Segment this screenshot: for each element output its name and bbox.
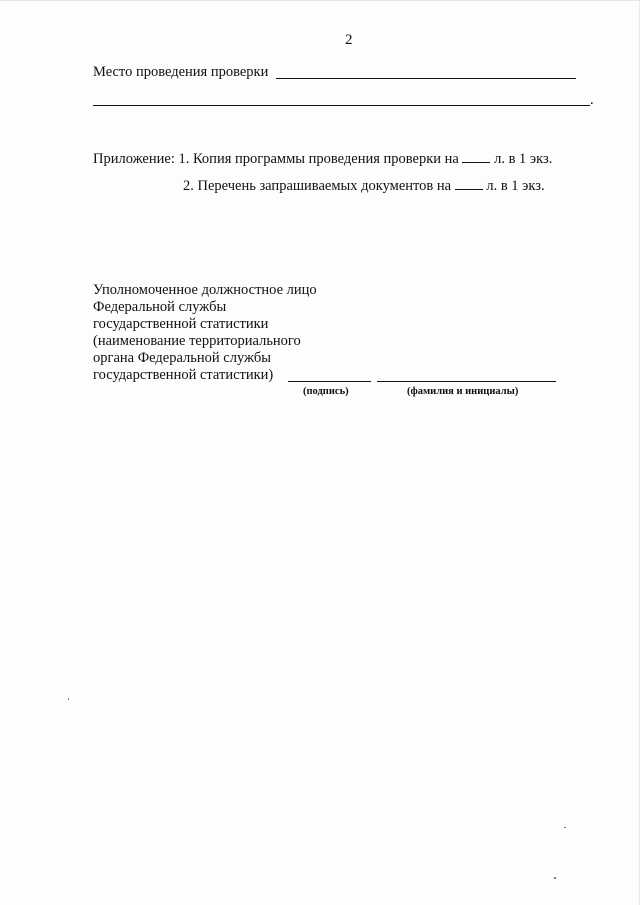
page-number: 2 [345,32,353,48]
signature-field[interactable] [288,381,371,382]
appendix-item-1-tail: л. в 1 экз. [494,151,553,167]
scan-speck [564,827,566,828]
official-line-2: Федеральной службы [93,299,227,315]
appendix-label: Приложение: [93,151,175,167]
appendix-item-2-pages-field[interactable] [455,176,483,190]
appendix-item-1-pages-field[interactable] [462,149,490,163]
name-field[interactable] [377,381,556,382]
scan-speck [68,698,69,700]
official-line-3: государственной статистики [93,316,269,332]
appendix-item-2 [183,176,545,195]
official-line-4: (наименование территориального [93,333,301,349]
signature-caption: (подпись) [303,386,349,397]
official-line-5: органа Федеральной службы [93,350,271,366]
official-line-1: Уполномоченное должностное лицо [93,282,317,298]
appendix-item-1-text: 1. Копия программы проведения проверки на [178,151,459,167]
scan-speck [554,877,556,879]
official-line-6: государственной статистики) [93,367,274,383]
name-caption: (фамилия и инициалы) [407,386,519,397]
place-field-line-1[interactable] [276,78,576,79]
place-end-mark: . [590,92,594,108]
place-field-line-2[interactable] [93,105,590,106]
appendix-item-1 [93,149,552,168]
appendix-item-2-text: 2. Перечень запрашиваемых документов на [183,178,452,194]
appendix-item-2-tail: л. в 1 экз. [486,178,545,194]
place-label: Место проведения проверки [93,64,269,80]
